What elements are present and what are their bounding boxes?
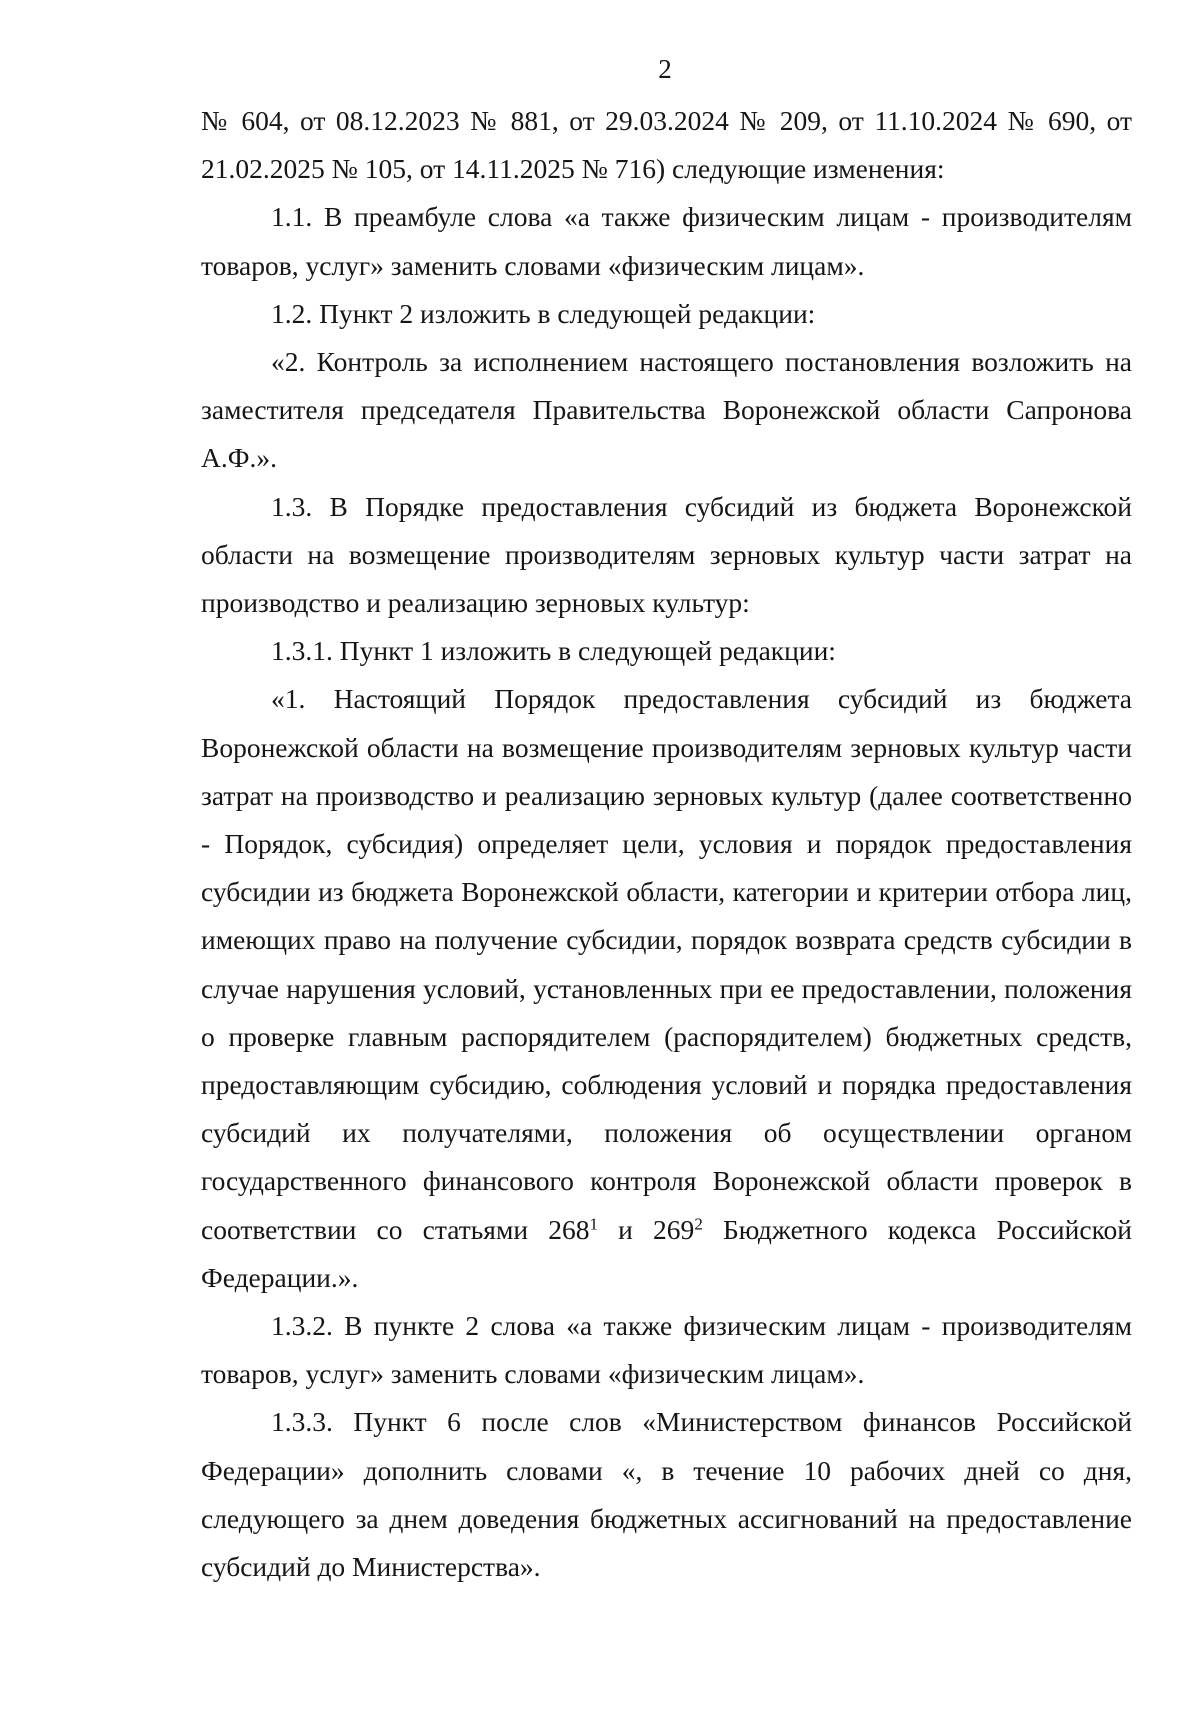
paragraph-1-2: 1.2. Пункт 2 изложить в следующей редакции: [271,297,816,329]
superscript-1: 1 [589,1214,598,1234]
quote-order-text: «1. Настоящий Порядок предоставления субсидий из бюджета Воронежской области на возмещение производителям зерновых культур части затрат на производство и реализацию зерновых культур (далее соответственно - Порядок, субсидия) определяет цели, условия и порядок предоставления субсидии из бюджета Воронежской области, категории и критерии отбора лиц, имеющих право на получение субсидии, порядок возврата средств субсидии в случае нарушения условий, установленных при ее предоставлении, положения о проверке главным распорядителем (распорядителем) бюджетных средств, предоставляющим субсидию, соблюдения условий и порядка предоставления субсидий их получателями, положения об осуществлении органом государственного финансового контроля Воронежской области проверок в соответствии со статьями 268 [201,683,1132,1245]
paragraph-1-1: 1.1. В преамбуле слова «а также физическим лицам - производителям товаров, услуг» заменить словами «физическим лицам». [201,201,1132,281]
paragraph-1-3-2: 1.3.2. В пункте 2 слова «а также физическим лицам - производителям товаров, услуг» заменить словами «физическим лицам». [201,1310,1132,1390]
paragraph-quote-order [201,675,1132,1302]
paragraph-1-3-1: 1.3.1. Пункт 1 изложить в следующей редакции: [271,635,836,667]
page-number: 2 [658,54,672,84]
paragraph-1-3: 1.3. В Порядке предоставления субсидий из бюджета Воронежской области на возмещение производителям зерновых культур части затрат на производство и реализацию зерновых культур: [201,490,1132,619]
quote-order-text-end: Бюджетного кодекса Российской Федерации.». [201,1213,1133,1293]
paragraph-1-3-3: 1.3.3. Пункт 6 после слов «Министерством финансов Российской Федерации» дополнить словами «, в течение 10 рабочих дней со дня, следующего за днем доведения бюджетных ассигнований на предоставление субсидий до Министерства». [201,1406,1132,1583]
paragraph-intro: № 604, от 08.12.2023 № 881, от 29.03.2024 № 209, от 11.10.2024 № 690, от 21.02.2025 № 105, от 14.11.2025 № 716) следующие изменения: [201,105,1132,185]
document-body [201,97,1132,1591]
paragraph-quote-control: «2. Контроль за исполнением настоящего постановления возложить на заместителя председателя Правительства Воронежской области Сапронова А.Ф.». [201,346,1132,474]
superscript-2: 2 [694,1214,703,1234]
quote-order-text-mid: и 269 [598,1213,695,1245]
